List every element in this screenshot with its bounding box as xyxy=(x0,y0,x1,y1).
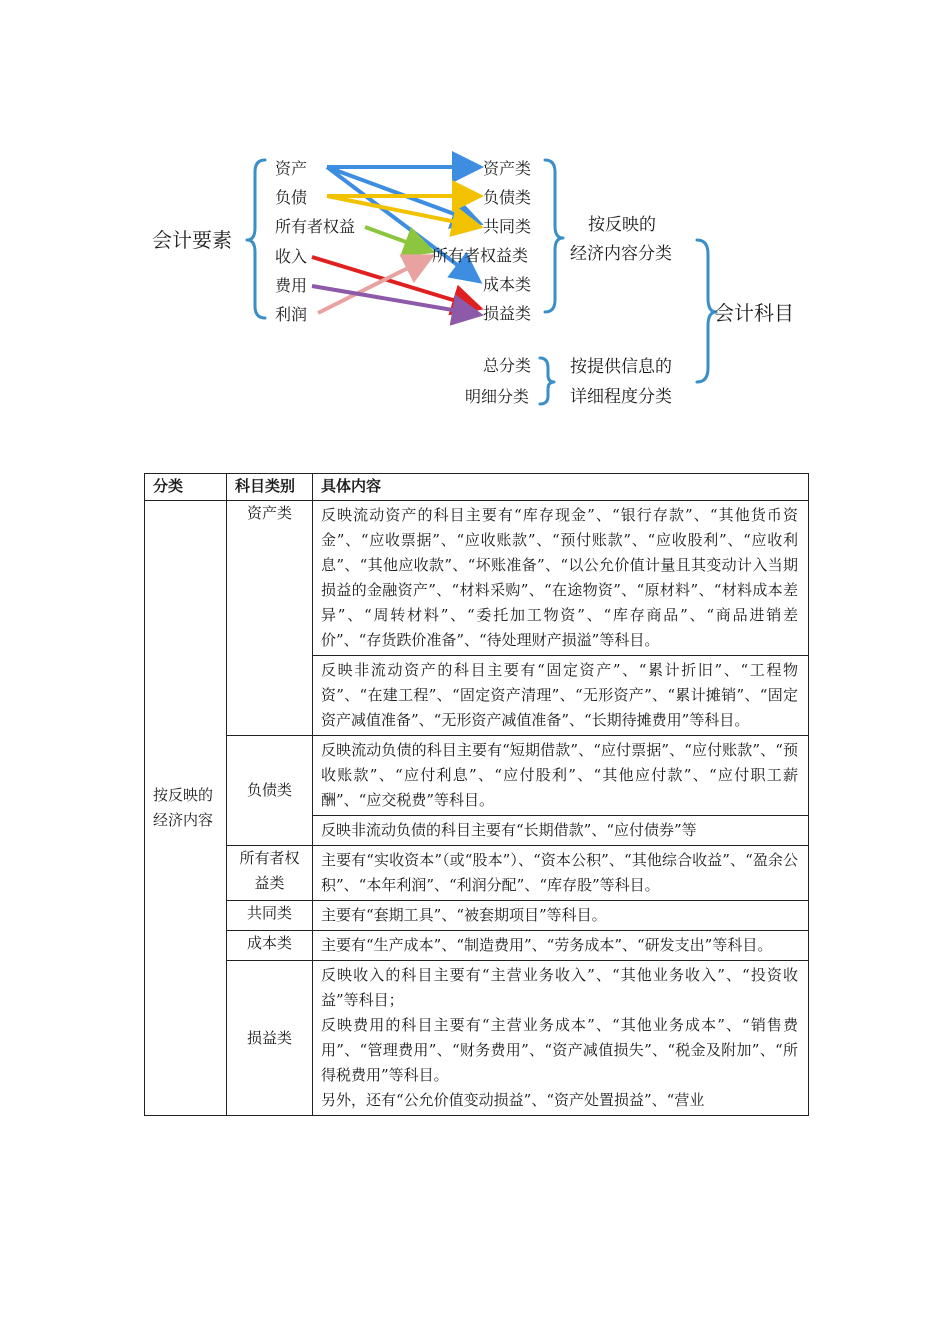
table-header-row xyxy=(145,474,809,501)
category-equity: 所有者权益类 xyxy=(432,246,529,265)
content-pl-expense: 反映费用的科目主要有“主营业务成本”、“其他业务成本”、“销售费用”、“管理费用”、“财务费用”、“资产减值损失”、“税金及附加”、“所得税费用”等科目。 xyxy=(321,1016,798,1084)
category-common: 共同类 xyxy=(483,217,532,236)
class-equity: 所有者权益类 xyxy=(227,846,313,901)
arrow-equity-to-equity-class xyxy=(365,227,428,250)
element-liability: 负债 xyxy=(275,188,308,207)
class-asset: 资产类 xyxy=(227,501,313,736)
detail-itemized: 明细分类 xyxy=(465,387,530,406)
table-row xyxy=(145,901,809,931)
content-pl-income: 反映收入的科目主要有“主营业务收入”、“其他业务收入”、“投资收益”等科目； xyxy=(321,966,798,1009)
header-category: 分类 xyxy=(145,474,227,501)
content-cost: 主要有“生产成本”、“制造费用”、“劳务成本”、“研发支出”等科目。 xyxy=(313,931,809,961)
accounting-elements-label: 会计要素 xyxy=(152,228,232,252)
class-profit-loss: 损益类 xyxy=(227,961,313,1116)
header-content: 具体内容 xyxy=(313,474,809,501)
category-asset: 资产类 xyxy=(483,159,532,178)
group-cell: 按反映的经济内容 xyxy=(145,501,227,1116)
content-common: 主要有“套期工具”、“被套期项目”等科目。 xyxy=(313,901,809,931)
content-liability-current: 反映流动负债的科目主要有“短期借款”、“应付票据”、“应付账款”、“预收账款”、“应付利息”、“应付股利”、“其他应付款”、“应付职工薪酬”、“应交税费”等科目。 xyxy=(313,736,809,816)
header-subject-class: 科目类别 xyxy=(227,474,313,501)
accounting-subjects-label: 会计科目 xyxy=(714,301,794,325)
class-cost: 成本类 xyxy=(227,931,313,961)
categories-brace xyxy=(545,160,563,312)
content-pl-other: 另外，还有“公允价值变动损益”、“资产处置损益”、“营业 xyxy=(321,1091,705,1109)
content-equity: 主要有“实收资本”（或“股本”）、“资本公积”、“其他综合收益”、“盈余公积”、“本年利润”、“利润分配”、“库存股”等科目。 xyxy=(313,846,809,901)
table-row xyxy=(145,736,809,816)
content-asset-current: 反映流动资产的科目主要有“库存现金”、“银行存款”、“其他货币资金”、“应收票据”、“应收账款”、“预付账款”、“应收股利”、“应收利息”、“其他应收款”、“坏账准备”、“以公允价值计量且其变动计入当期损益的金融资产”、“材料采购”、“在途物资”、“原材料”、“材料成本差异”、“周转材料”、“委托加工物资”、“库存商品”、“商品进销差价”、“存货跌价准备”、“待处理财产损溢”等科目。 xyxy=(313,501,809,656)
detail-group-line2: 详细程度分类 xyxy=(570,387,672,407)
content-group-line1: 按反映的 xyxy=(588,215,656,235)
accounting-subjects-diagram xyxy=(0,0,950,420)
category-cost: 成本类 xyxy=(483,275,532,294)
elements-brace xyxy=(247,160,265,318)
element-equity: 所有者权益 xyxy=(275,217,356,236)
table-row xyxy=(145,501,809,656)
content-group-line2: 经济内容分类 xyxy=(570,244,672,264)
category-liability: 负债类 xyxy=(483,188,532,207)
content-pl xyxy=(313,961,809,1116)
element-income: 收入 xyxy=(275,247,308,266)
detail-total: 总分类 xyxy=(483,356,532,375)
table-row xyxy=(145,961,809,1116)
class-liability: 负债类 xyxy=(227,736,313,846)
content-asset-noncurrent: 反映非流动资产的科目主要有“固定资产”、“累计折旧”、“工程物资”、“在建工程”、“固定资产清理”、“无形资产”、“累计摊销”、“固定资产减值准备”、“无形资产减值准备”、“长期待摊费用”等科目。 xyxy=(313,656,809,736)
detail-brace xyxy=(540,358,554,404)
category-profit-loss: 损益类 xyxy=(483,304,532,323)
class-common: 共同类 xyxy=(227,901,313,931)
table-row xyxy=(145,846,809,901)
subjects-table xyxy=(144,473,809,1116)
element-asset: 资产 xyxy=(275,159,308,178)
table-row xyxy=(145,931,809,961)
detail-group-line1: 按提供信息的 xyxy=(570,357,672,377)
content-liability-noncurrent: 反映非流动负债的科目主要有“长期借款”、“应付债券”等 xyxy=(313,816,809,846)
element-profit: 利润 xyxy=(275,305,308,324)
element-expense: 费用 xyxy=(275,276,308,295)
